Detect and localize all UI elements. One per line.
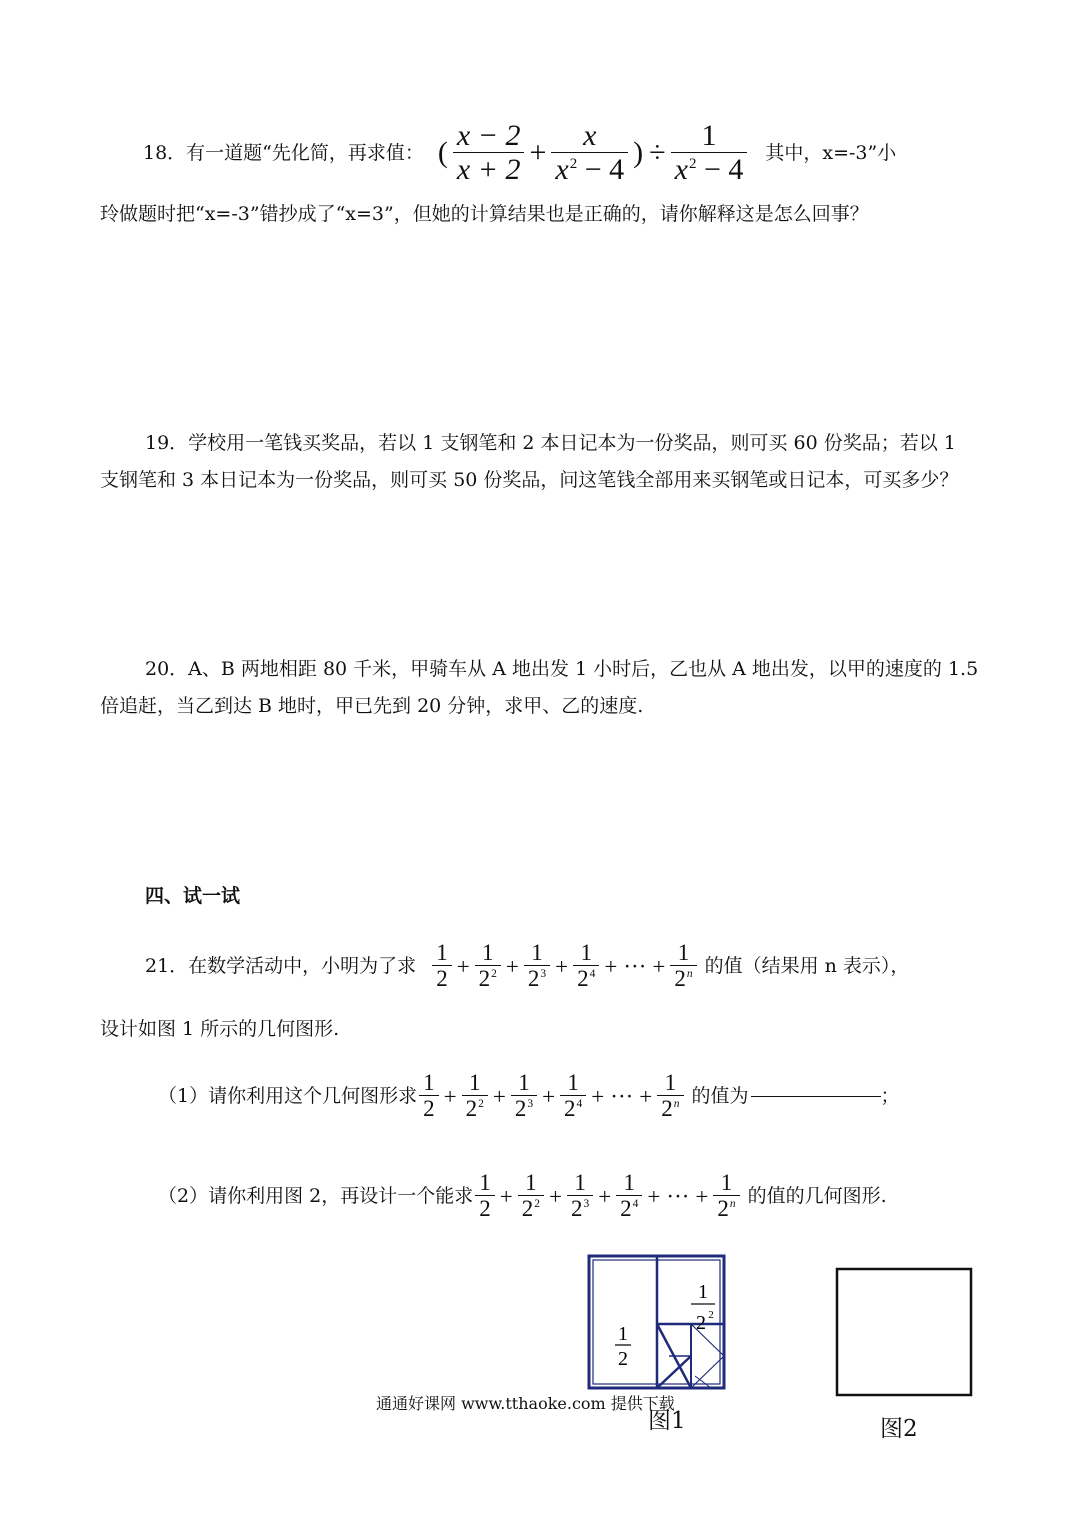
fig1-label-quarter-den: 2 <box>696 1312 706 1334</box>
series-term-3: $\frac{1}{2^3}$ <box>511 1070 537 1123</box>
ellipsis: ··· <box>623 953 647 979</box>
series-term-1: $\frac{1}{2}$ <box>432 940 452 993</box>
fig2-square <box>837 1269 971 1395</box>
series-term-4: $\frac{1}{2^4}$ <box>573 940 599 993</box>
fig1-label-half-den: 2 <box>618 1348 628 1370</box>
plus-sign: + <box>695 1183 709 1209</box>
plus-sign: + <box>443 1083 457 1109</box>
plus-sign: + <box>555 953 569 979</box>
plus-sign: + <box>639 1083 653 1109</box>
series-term-2: $\frac{1}{2^2}$ <box>462 1070 488 1123</box>
fig1-label-half-num: 1 <box>618 1323 628 1345</box>
q18-open-paren: ( <box>437 136 448 169</box>
plus-sign: + <box>492 1083 506 1109</box>
q18-f3-den-base: x <box>674 152 688 186</box>
q18-line1 <box>143 118 896 188</box>
fig1-label-quarter-exp: 2 <box>708 1309 714 1321</box>
q18-fraction-2 <box>551 119 628 188</box>
q21-prefix: 21．在数学活动中，小明为了求 <box>145 954 417 977</box>
q18-f2-den-rest: − 4 <box>577 152 625 186</box>
section-heading: 四、试一试 <box>145 885 241 907</box>
ellipsis: ··· <box>666 1183 690 1209</box>
ellipsis: ··· <box>610 1083 634 1109</box>
plus-sign: + <box>647 1183 661 1209</box>
figure-1 <box>585 1252 730 1397</box>
q18-f1-numerator: x − 2 <box>456 118 521 152</box>
q18-f1-denominator: x + 2 <box>456 152 521 186</box>
plus-sign: + <box>652 953 666 979</box>
q21-suffix: 的值（结果用 n 表示）， <box>704 954 910 977</box>
q18-f3-den-exp: 2 <box>688 155 697 172</box>
q18-line2: 玲做题时把“x=-3”错抄成了“x=3”，但她的计算结果也是正确的，请你解释这是怎么回事？ <box>100 203 869 225</box>
series-term-n: $\frac{1}{2^n}$ <box>657 1070 683 1123</box>
q19-text: 19．学校用一笔钱买奖品，若以 1 支钢笔和 2 本日记本为一份奖品，则可买 60 份奖品；若以 1 支钢笔和 3 本日记本为一份奖品，则可买 50 份奖品，问这笔钱全部用来买钢笔或日记本，可买多少？ <box>100 432 959 491</box>
fig1-diagonal-2 <box>657 1356 691 1388</box>
series-term-1: $\frac{1}{2}$ <box>419 1070 439 1123</box>
plus-sign: + <box>542 1083 556 1109</box>
part1-prefix: （1）请你利用这个几何图形求 <box>158 1084 418 1107</box>
answer-blank[interactable] <box>751 1096 881 1097</box>
q18-fraction-3 <box>671 119 748 188</box>
q21-line2: 设计如图 1 所示的几何图形. <box>100 1018 340 1040</box>
plus-sign: + <box>499 1183 513 1209</box>
figure-2 <box>834 1266 976 1400</box>
q18-f3-den-rest: − 4 <box>696 152 744 186</box>
series-term-n: $\frac{1}{2^n}$ <box>713 1170 739 1223</box>
part1-suffix: 的值为 <box>691 1084 749 1107</box>
series-term-n: $\frac{1}{2^n}$ <box>670 940 696 993</box>
q18-divide: ÷ <box>649 136 666 169</box>
series-term-1: $\frac{1}{2}$ <box>475 1170 495 1223</box>
footer-text: 通通好课网 www.tthaoke.com 提供下载 <box>376 1394 675 1413</box>
plus-sign: + <box>598 1183 612 1209</box>
q21-part2 <box>158 1162 887 1230</box>
fig1-diagonal-5 <box>691 1356 724 1388</box>
part1-end: ； <box>880 1084 900 1107</box>
q18-prefix: 18．有一道题“先化简，再求值： <box>143 141 424 164</box>
q20-text: 20．A、B 两地相距 80 千米，甲骑车从 A 地出发 1 小时后，乙也从 A 地出发，以甲的速度的 1.5 倍追赶，当乙到达 B 地时，甲已先到 20 分钟，求甲、乙的速度. <box>100 658 979 717</box>
q18-fraction-1 <box>453 119 525 188</box>
series-term-4: $\frac{1}{2^4}$ <box>616 1170 642 1223</box>
q18-suffix: 其中，x=-3”小 <box>765 141 897 164</box>
plus-sign: + <box>456 953 470 979</box>
figure-1-caption: 图1 <box>648 1408 686 1434</box>
series-term-4: $\frac{1}{2^4}$ <box>560 1070 586 1123</box>
series-term-3: $\frac{1}{2^3}$ <box>524 940 550 993</box>
plus-sign: + <box>505 953 519 979</box>
q18-close-paren: ) <box>633 136 644 169</box>
series-term-2: $\frac{1}{2^2}$ <box>475 940 501 993</box>
q18-f2-numerator: x <box>583 118 597 152</box>
q18-f2-den-base: x <box>555 152 569 186</box>
q18-plus: + <box>529 136 547 169</box>
series-term-2: $\frac{1}{2^2}$ <box>518 1170 544 1223</box>
plus-sign: + <box>548 1183 562 1209</box>
plus-sign: + <box>604 953 618 979</box>
part2-suffix: 的值的几何图形. <box>747 1184 887 1207</box>
figure-2-caption: 图2 <box>880 1416 918 1442</box>
part2-prefix: （2）请你利用图 2，再设计一个能求 <box>158 1184 474 1207</box>
fig1-label-quarter-num: 1 <box>698 1281 708 1303</box>
q18-f3-numerator: 1 <box>701 118 717 152</box>
q18-f2-den-exp: 2 <box>569 155 578 172</box>
q21-line1 <box>145 932 909 1000</box>
series-term-3: $\frac{1}{2^3}$ <box>567 1170 593 1223</box>
plus-sign: + <box>591 1083 605 1109</box>
q21-part1 <box>158 1062 900 1130</box>
